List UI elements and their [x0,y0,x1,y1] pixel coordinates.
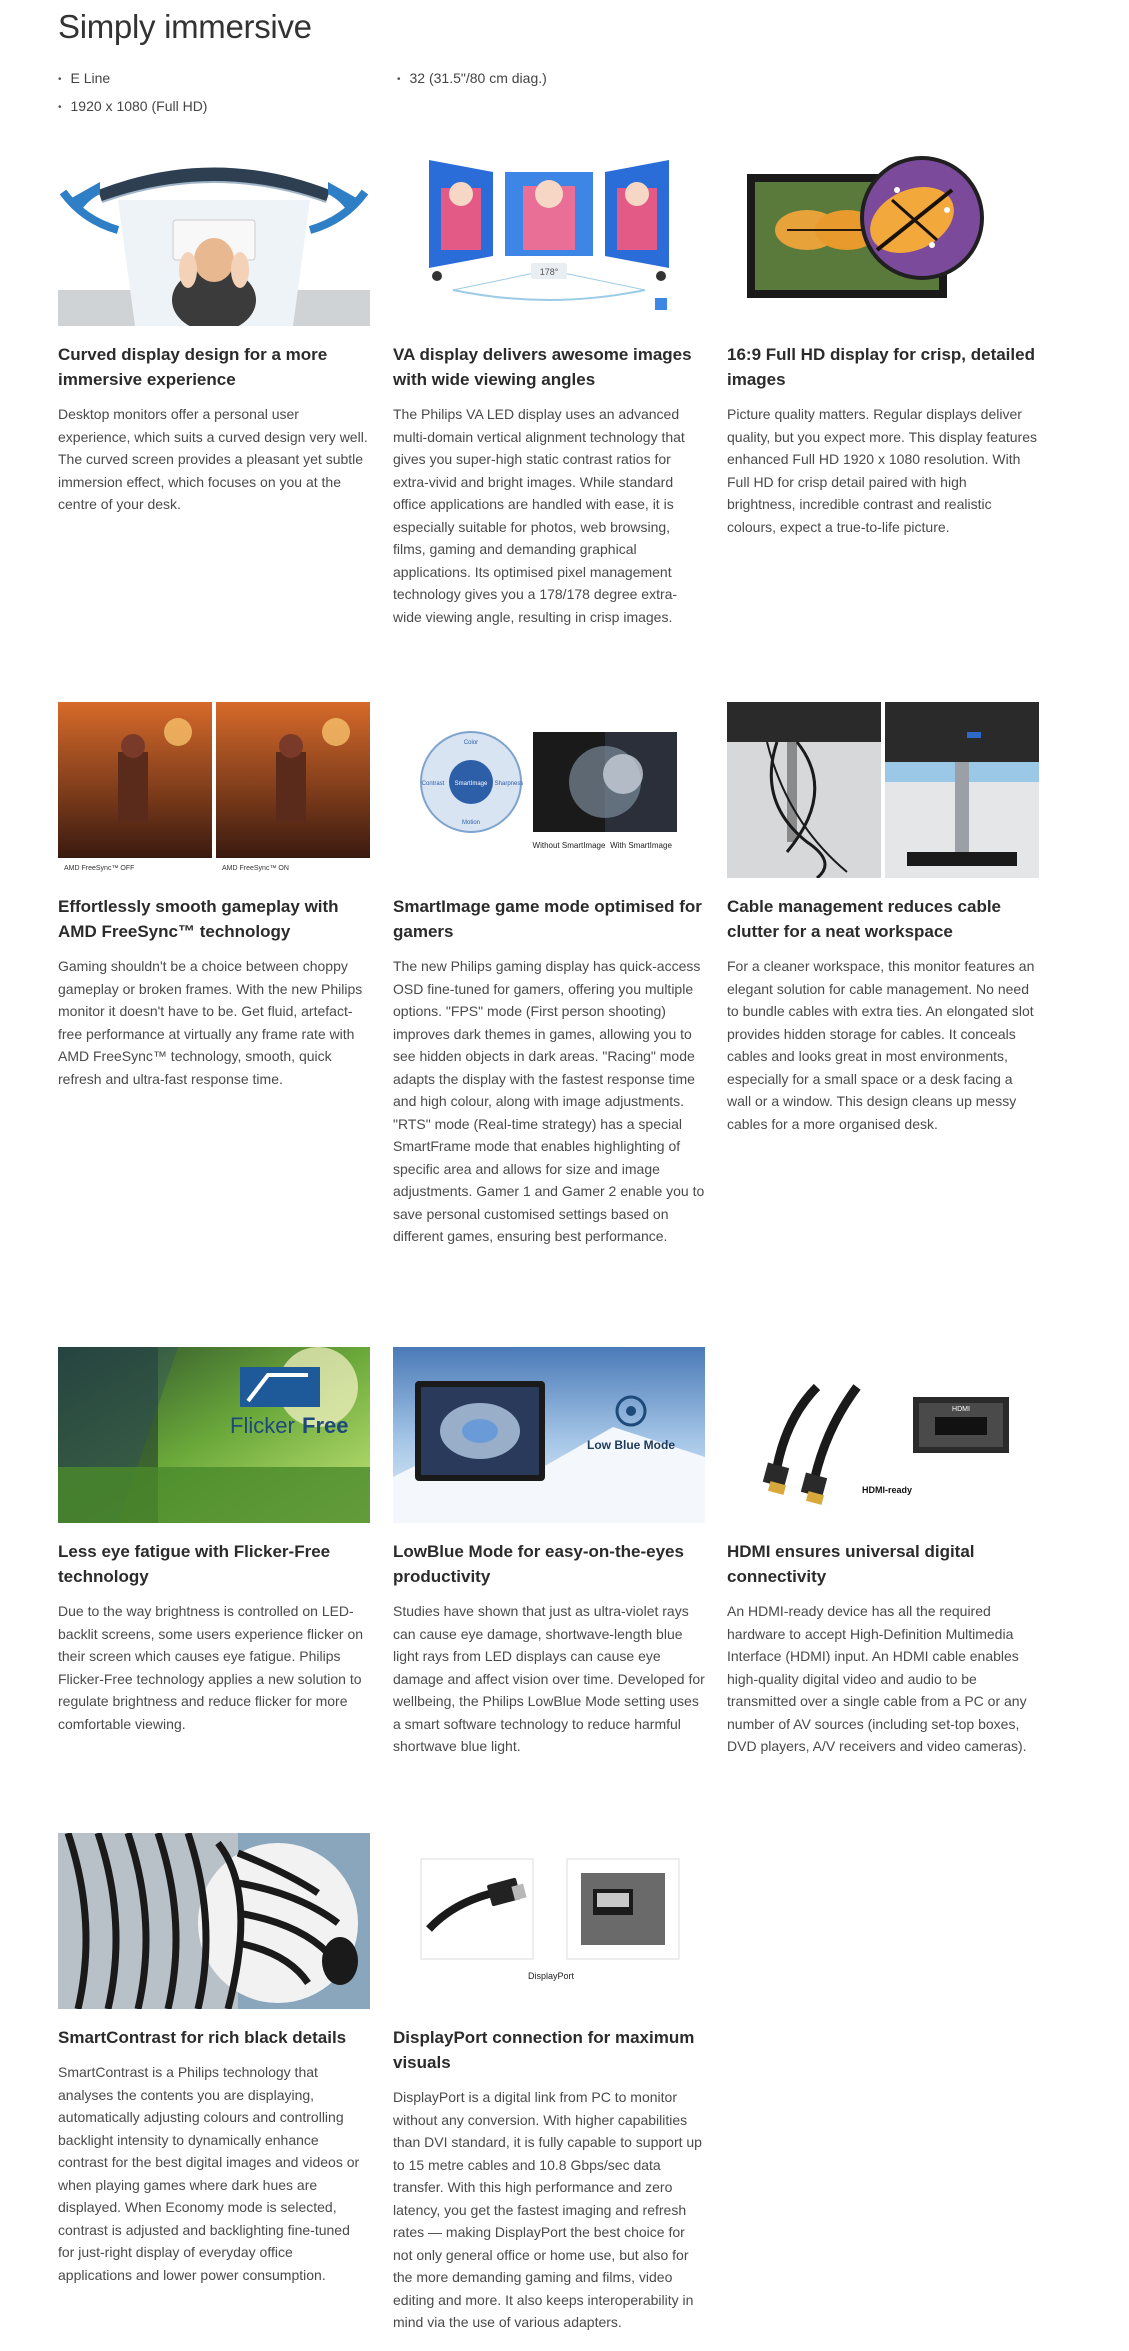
feature-title: Effortlessly smooth gameplay with AMD FreeSync™ technology [58,897,339,941]
flicker-free-logo-flicker: Flicker [230,1413,295,1438]
feature-smartcontrast [58,1833,370,2286]
feature-title: SmartContrast for rich black details [58,2028,347,2047]
smartimage-color-label: Color [463,740,479,746]
lowblue-mode-label: Low Blue Mode [587,1438,675,1452]
feature-displayport [393,1833,705,2334]
feature-description: DisplayPort is a digital link from PC to monitor without any conversion. With higher capabilities than DVI standard, it is fully capable to support up to 15 metre cables and 10.8 Gbps/sec data transfer. With this high performance and zero latency, you get the fastest imaging and refresh rates — making DisplayPort the best choice for not only general office or home use, but also for the more demanding gaming and films, video editing and more. It also keeps interoperability in mind via the use of various adapters. [393,2089,702,2330]
page-title: Simply immersive [58,8,312,45]
feature-hdmi [727,1347,1039,1758]
flicker-free-image [58,1347,370,1523]
feature-description: The new Philips gaming display has quick-access OSD fine-tuned for gamers, offering you multiple options. "FPS" mode (First person shooting) improves dark themes in games, allowing you to see hidden objects in dark areas. "Racing" mode adapts the display with the fastest response time and high colour, along with image adjustments. "RTS" mode (Real-time strategy) has a special SmartFrame mode that enables highlighting of specific area and allows for size and image adjustments. Gamer 1 and Gamer 2 enable you to save personal customised settings based on different games, ensuring best performance. [393,958,705,1244]
feature-description: Gaming shouldn't be a choice between choppy gameplay or broken frames. With the new Philips monitor it doesn't have to be. Get fluid, artefact-free performance at virtually any frame rate with AMD FreeSync™ technology, smooth, quick refresh and ultra-fast response time. [58,958,363,1087]
feature-va-display [393,150,705,628]
smartimage-image [393,702,705,878]
without-smartimage-label: Without SmartImage [532,841,606,850]
freesync-on-label: AMD FreeSync™ ON [222,865,289,872]
feature-lowblue [393,1347,705,1758]
feature-description: Picture quality matters. Regular displays deliver quality, but you expect more. This display features enhanced Full HD 1920 x 1080 resolution. With Full HD for crisp detail paired with high brightness, incredible contrast and realistic colours, expect a true-to-life picture. [727,406,1037,535]
feature-title: VA display delivers awesome images with wide viewing angles [393,345,692,389]
feature-title: LowBlue Mode for easy-on-the-eyes productivity [393,1542,684,1586]
va-display-image [393,150,705,326]
feature-smartimage [393,702,705,1248]
feature-title: Curved display design for a more immersive experience [58,345,328,389]
freesync-off-label: AMD FreeSync™ OFF [64,865,135,872]
spec-size: • 32 (31.5"/80 cm diag.) [397,70,547,86]
feature-description: An HDMI-ready device has all the required hardware to accept High-Definition Multimedia Interface (HDMI) input. An HDMI cable enables high-quality digital video and audio to be transmitted over a single cable from a PC or any number of AV sources (including set-top boxes, DVD players, A/V receivers and video cameras). [727,1603,1027,1754]
feature-description: The Philips VA LED display uses an advanced multi-domain vertical alignment technology that gives you super-high static contrast ratios for extra-vivid and bright images. While standard office applications are handled with ease, it is especially suitable for photos, web browsing, films, gaming and demanding graphical applications. Its optimised pixel management technology gives you a 178/178 degree extra-wide viewing angle, resulting in crisp images. [393,406,685,625]
freesync-image [58,702,370,878]
feature-title: DisplayPort connection for maximum visuals [393,2028,695,2072]
hdmi-ready-label: HDMI-ready [861,1485,913,1495]
full-hd-image [727,150,1039,326]
smartimage-contrast-label: Contrast [421,781,445,787]
cable-management-image [727,702,1039,878]
feature-flicker-free [58,1347,370,1735]
hdmi-port-label: HDMI [952,1406,970,1413]
feature-cable-management [727,702,1039,1135]
feature-title: SmartImage game mode optimised for gamers [393,897,702,941]
with-smartimage-label: With SmartImage [610,841,672,850]
smartimage-sharpness-label: Sharpness [494,781,524,787]
feature-freesync [58,702,370,1090]
feature-description: Due to the way brightness is controlled on LED-backlit screens, some users experience flicker on their screen which causes eye fatigue. Philips Flicker-Free technology applies a new solution to regulate brightness and reduce flicker for more comfortable viewing. [58,1603,364,1732]
smartimage-motion-label: Motion [461,820,481,826]
feature-title: Less eye fatigue with Flicker-Free technology [58,1542,331,1586]
smartcontrast-image [58,1833,370,2009]
feature-description: SmartContrast is a Philips technology that analyses the contents you are displaying, automatically adjusting colours and controlling backlight intensity to dynamically enhance contrast for the best digital images and videos or when playing games where dark hues are displayed. When Economy mode is selected, contrast is adjusted and backlighting fine-tuned for just-right display of everyday office applications and lower power consumption. [58,2064,360,2283]
spec-resolution: • 1920 x 1080 (Full HD) [58,98,207,114]
feature-description: Studies have shown that just as ultra-violet rays can cause eye damage, shortwave-length blue light rays from LED displays can cause eye damage and affect vision over time. Developed for wellbeing, the Philips LowBlue Mode setting uses a smart software technology to reduce harmful shortwave blue light. [393,1603,705,1754]
displayport-label: DisplayPort [527,1971,575,1981]
spec-line: • E Line [58,70,110,86]
feature-title: 16:9 Full HD display for crisp, detailed images [727,345,1035,389]
feature-full-hd [727,150,1039,538]
hdmi-image [727,1347,1039,1523]
feature-description: For a cleaner workspace, this monitor features an elegant solution for cable management. No need to bundle cables with extra ties. An elongated slot provides hidden storage for cables. It conceals cables and looks great in most environments, especially for a small space or a desk facing a wall or a window. This design cleans up messy cables for a more organised desk. [727,958,1035,1132]
smartimage-center-label: SmartImage [454,781,488,787]
viewing-angle-label: 178° [539,267,559,277]
curved-display-image [58,150,370,326]
feature-title: Cable management reduces cable clutter for a neat workspace [727,897,1002,941]
feature-curved [58,150,370,516]
displayport-image [393,1833,705,2009]
lowblue-image [393,1347,705,1523]
flicker-free-logo-free: Free [302,1413,349,1438]
feature-title: HDMI ensures universal digital connectivity [727,1542,975,1586]
feature-description: Desktop monitors offer a personal user experience, which suits a curved design very well. The curved screen provides a pleasant yet subtle immersion effect, which focuses on you at the centre of your desk. [58,406,368,512]
